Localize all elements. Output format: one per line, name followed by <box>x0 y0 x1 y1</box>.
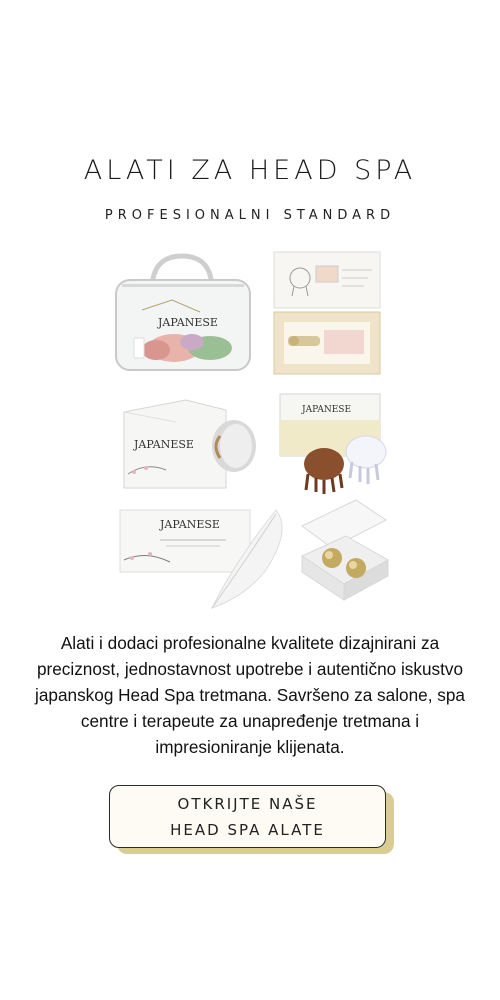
cta-line-1: OTKRIJTE NAŠE <box>177 794 318 813</box>
cta-line-2: HEAD SPA ALATE <box>170 820 325 839</box>
product-image-travel-bag <box>112 250 254 374</box>
feather-box-logo-text: JAPANESE <box>160 518 220 531</box>
bag-logo-text: JAPANESE <box>158 316 218 329</box>
product-image-scalp-brushes <box>272 390 394 494</box>
product-image-tools-gift-box <box>268 250 386 378</box>
page-title: ALATI ZA HEAD SPA <box>83 155 417 186</box>
cube-logo-text: JAPANESE <box>134 438 194 451</box>
product-image-feather-set <box>116 500 296 612</box>
description-text: Alati i dodaci profesionalne kvalitete dizajnirani za preciznost, jednostavnost upotrebe i autentično iskustvo japanskog Head Spa tretmana. Savršeno za salone, spa centre i terapeute za unapređenje tretmana i impresioniranje klijenata. <box>35 633 465 757</box>
product-image-massage-balls-case <box>296 496 390 616</box>
svg-text:JAPANESE: JAPANESE <box>302 405 352 415</box>
page-subtitle: PROFESIONALNI STANDARD <box>104 208 396 223</box>
product-image-scalp-massager <box>116 392 258 492</box>
discover-tools-button[interactable] <box>109 785 386 848</box>
